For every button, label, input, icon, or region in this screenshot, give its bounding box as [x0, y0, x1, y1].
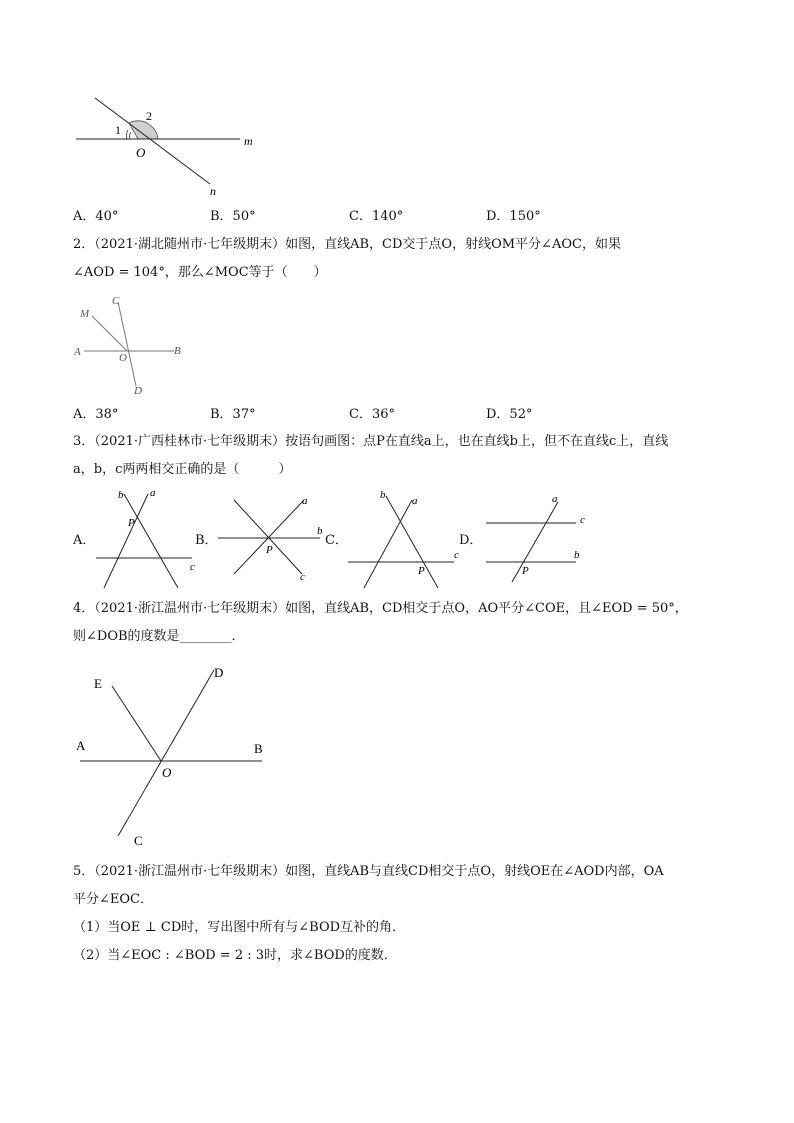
- label-p: P: [522, 565, 529, 577]
- label-o: O: [162, 765, 172, 780]
- angle-2-shade: [129, 121, 158, 139]
- q5-question-line1: 5．（2021·浙江温州市·七年级期末）如图，直线AB与直线CD相交于点O，射线OE在∠AOD内部，OA: [73, 864, 664, 879]
- line-a: [512, 502, 558, 582]
- label-2: 2: [146, 109, 152, 123]
- q3-option-d-label: D．: [459, 533, 483, 548]
- label-1: 1: [115, 123, 121, 137]
- q5-sub-question-1: （1）当OE ⊥ CD时，写出图中所有与∠BOD互补的角．: [73, 920, 406, 935]
- label-m: m: [244, 134, 253, 148]
- label-m: M: [80, 308, 90, 320]
- q3-option-b-label: B．: [195, 533, 218, 548]
- label-b: B: [174, 345, 181, 357]
- line-cd: [118, 670, 214, 836]
- label-c: c: [300, 571, 305, 583]
- q2-question-line2: ∠AOD = 104°，那么∠MOC等于（ ）: [73, 265, 327, 280]
- label-b: b: [317, 525, 323, 537]
- angle-1-arc-2: [126, 130, 128, 139]
- label-a: a: [412, 495, 418, 507]
- label-b: B: [254, 741, 263, 756]
- q1-option-d: D．150°: [486, 209, 541, 224]
- q4-question-line2: 则∠DOB的度数是________．: [73, 629, 245, 644]
- label-a: a: [552, 493, 558, 505]
- q1-option-b: B．50°: [210, 209, 256, 224]
- label-p: P: [128, 517, 135, 529]
- q2-question-line1: 2．（2021·湖北随州市·七年级期末）如图，直线AB，CD交于点O，射线OM平分∠AOC，如果: [73, 237, 621, 252]
- label-d: D: [134, 385, 142, 397]
- label-c: c: [580, 514, 585, 526]
- label-o: O: [119, 352, 127, 364]
- label-a: a: [150, 487, 156, 499]
- label-o: O: [136, 145, 146, 160]
- label-e: E: [94, 676, 102, 691]
- q3-option-c-label: C．: [325, 533, 348, 548]
- label-p: P: [418, 565, 425, 577]
- label-d: D: [214, 665, 224, 680]
- label-a: a: [302, 495, 308, 507]
- q2-option-d: D．52°: [486, 407, 533, 422]
- line-n: [95, 98, 210, 184]
- label-c: C: [134, 833, 143, 848]
- q3-figure-b: [214, 488, 324, 588]
- q4-question-line1: 4．（2021·浙江温州市·七年级期末）如图，直线AB，CD相交于点O，AO平分∠COE，且∠EOD = 50°，: [73, 601, 688, 616]
- label-n: n: [210, 184, 216, 198]
- q5-question-line2: 平分∠EOC．: [73, 892, 153, 907]
- q3-question-line1: 3．（2021·广西桂林市·七年级期末）按语句画图：点P在直线a上，也在直线b上，但不在直线c上，直线: [73, 434, 669, 449]
- q1-option-a: A．40°: [73, 209, 119, 224]
- q1-option-c: C．140°: [349, 209, 404, 224]
- q2-figure: [70, 290, 200, 400]
- label-b: b: [118, 489, 124, 501]
- label-b: b: [380, 489, 386, 501]
- q2-option-a: A．38°: [73, 407, 119, 422]
- q4-figure: [70, 660, 280, 855]
- q3-figure-d: [482, 488, 592, 588]
- q5-sub-question-2: （2）当∠EOC : ∠BOD = 2 : 3时，求∠BOD的度数．: [73, 948, 397, 963]
- line-b: [124, 494, 178, 588]
- label-p: P: [266, 544, 273, 556]
- line-a: [364, 500, 412, 588]
- q2-option-b: B．37°: [210, 407, 256, 422]
- label-c: C: [112, 295, 120, 307]
- label-c: c: [454, 549, 459, 561]
- angle-1-arc: [130, 132, 131, 139]
- label-a: A: [74, 346, 81, 358]
- q3-option-a-label: A．: [73, 533, 96, 548]
- q3-figure-a: [94, 484, 204, 594]
- q3-figure-c: [346, 484, 464, 594]
- ray-oe: [112, 686, 161, 761]
- label-a: A: [76, 738, 86, 753]
- label-c: c: [190, 561, 195, 573]
- line-b: [386, 496, 438, 588]
- line-a: [104, 494, 148, 588]
- q1-figure: [70, 92, 270, 202]
- q2-option-c: C．36°: [349, 407, 395, 422]
- label-b: b: [574, 549, 580, 561]
- q3-question-line2: a，b，c两两相交正确的是（ ）: [73, 462, 292, 477]
